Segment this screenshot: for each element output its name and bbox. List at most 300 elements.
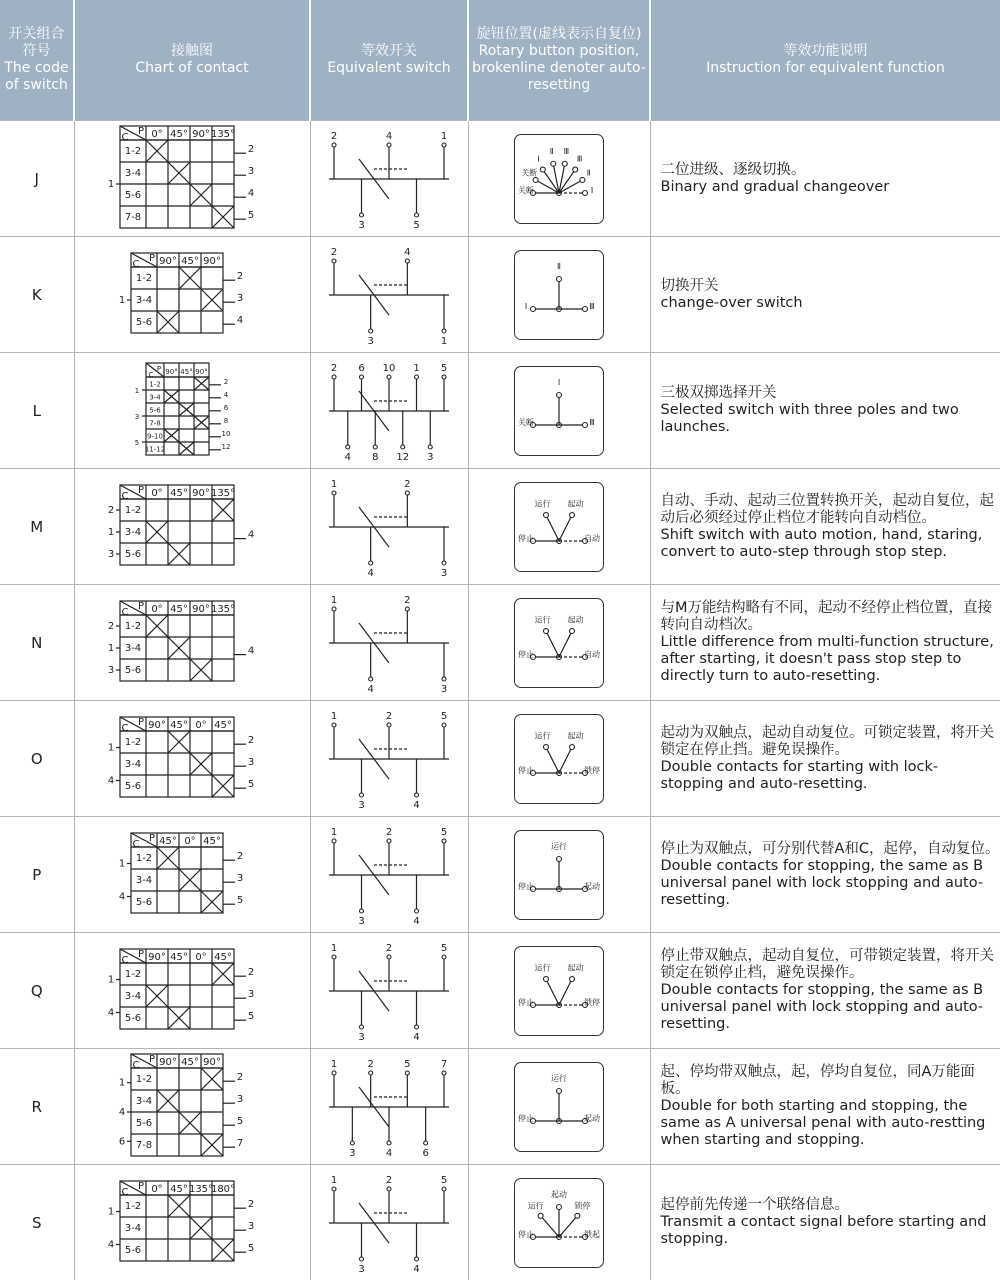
terminal-label: 1 xyxy=(440,335,448,345)
chart-c-label: C xyxy=(132,1059,140,1071)
terminal-dot xyxy=(360,213,364,217)
description-en: Double contacts for stopping, the same as B universal panel with lock stopping and auto-resetting. xyxy=(660,982,984,1032)
chart-c-label: C xyxy=(132,258,140,270)
rotary-position-dot xyxy=(557,1204,562,1209)
rotary-position-label: 起动 xyxy=(567,962,584,972)
terminal-dot xyxy=(442,375,446,379)
chart-right-terminal: 7 xyxy=(236,1137,244,1149)
rotary-position-dot xyxy=(544,744,549,749)
rotary-position-cell xyxy=(468,701,650,817)
rotary-position-dot xyxy=(562,161,567,166)
equivalent-switch-diagram xyxy=(319,245,459,345)
function-description xyxy=(650,121,1000,237)
function-description xyxy=(650,933,1000,1049)
chart-row-label: 1-2 xyxy=(124,736,142,748)
terminal-label: 3 xyxy=(427,451,434,461)
rotary-position-dot xyxy=(583,422,588,427)
chart-row-label: 9-10 xyxy=(146,432,163,440)
rotary-position-label: Ⅱ xyxy=(549,146,554,156)
terminal-dot xyxy=(387,375,391,379)
terminal-label: 4 xyxy=(367,683,374,693)
contact-chart-cell xyxy=(74,585,310,701)
terminal-dot xyxy=(332,723,336,727)
rotary-position-dot xyxy=(570,512,575,517)
terminal-label: 1 xyxy=(413,362,420,374)
table-row xyxy=(0,817,1000,933)
rotary-position-label: Ⅲ xyxy=(589,417,595,427)
terminal-dot xyxy=(424,1141,428,1145)
terminal-label: 4 xyxy=(413,799,420,809)
chart-right-terminal: 3 xyxy=(247,1220,255,1232)
rotary-spoke xyxy=(559,179,582,192)
description-en: Double for both starting and stopping, the same as A universal penal with auto-restting when starting and stopping. xyxy=(660,1098,986,1148)
description-en: Binary and gradual changeover xyxy=(660,178,890,195)
terminal-dot xyxy=(369,561,373,565)
chart-left-terminal: 1 xyxy=(118,294,126,306)
chart-head-label: 0° xyxy=(151,128,163,140)
function-description xyxy=(650,1049,1000,1165)
terminal-label: 4 xyxy=(344,451,351,461)
table-row xyxy=(0,701,1000,817)
terminal-label: 12 xyxy=(396,451,410,461)
chart-right-terminal: 3 xyxy=(236,292,244,304)
terminal-dot xyxy=(346,445,350,449)
switch-code: N xyxy=(0,585,74,701)
chart-right-terminal: 2 xyxy=(247,1198,255,1210)
header-equivalent: 等效开关 Equivalent switch xyxy=(310,0,468,121)
equivalent-switch-cell xyxy=(310,933,468,1049)
chart-head-label: 45° xyxy=(214,951,232,963)
terminal-dot xyxy=(405,259,409,263)
terminal-label: 2 xyxy=(385,710,393,722)
rotary-position-label: Ⅲ xyxy=(563,146,570,156)
terminal-dot xyxy=(405,607,409,611)
chart-head-label: 45° xyxy=(170,603,188,615)
chart-row-label: 1-2 xyxy=(124,145,142,157)
chart-head-label: 45° xyxy=(170,487,188,499)
terminal-label: 3 xyxy=(358,219,365,229)
function-description xyxy=(650,469,1000,585)
terminal-dot xyxy=(332,607,336,611)
chart-left-terminal: 6 xyxy=(118,1135,126,1147)
chart-head-label: 90° xyxy=(192,128,210,140)
chart-left-terminal: 1 xyxy=(107,974,115,985)
rotary-position-label: Ⅰ xyxy=(557,377,561,387)
chart-left-terminal: 1 xyxy=(107,178,115,190)
terminal-dot xyxy=(405,1071,409,1075)
chart-c-label: C xyxy=(121,1186,129,1198)
description-en: Little difference from multi-function structure, after starting, it doesn't pass stop step to directly turn to auto-resetting. xyxy=(660,634,994,684)
terminal-dot xyxy=(415,375,419,379)
chart-left-terminal: 1 xyxy=(107,742,115,753)
contact-chart-cell xyxy=(74,237,310,353)
chart-p-label: P xyxy=(156,364,161,373)
table-row xyxy=(0,237,1000,353)
chart-p-label: P xyxy=(137,125,145,137)
function-description xyxy=(650,701,1000,817)
chart-head-label: 90° xyxy=(192,603,210,615)
chart-row-label: 3-4 xyxy=(124,990,142,1002)
header-code: 开关组合符号 The code of switch xyxy=(0,0,74,121)
rotary-position-cell xyxy=(468,353,650,469)
rotary-position-label: 运行 xyxy=(534,498,551,508)
chart-right-terminal: 5 xyxy=(247,778,255,790)
chart-head-label: 45° xyxy=(170,719,188,731)
chart-right-terminal: 5 xyxy=(247,209,255,221)
chart-row-label: 3-4 xyxy=(148,393,161,401)
rotary-diagram xyxy=(515,831,603,919)
terminal-dot xyxy=(442,955,446,959)
terminal-dot xyxy=(332,375,336,379)
chart-c-label: C xyxy=(148,370,153,379)
terminal-label: 1 xyxy=(330,478,338,490)
terminal-label: 4 xyxy=(413,915,420,925)
rotary-position-label: 运行 xyxy=(551,841,567,851)
switch-code: L xyxy=(0,353,74,469)
rotary-position-label: 自动 xyxy=(584,649,600,659)
chart-left-terminal: 3 xyxy=(134,412,139,421)
description-cn: 三极双掷选择开关 xyxy=(660,385,777,401)
chart-head-label: 45° xyxy=(181,255,199,267)
terminal-label: 4 xyxy=(413,1031,420,1041)
contact-chart xyxy=(100,481,284,573)
rotary-diagram xyxy=(515,599,603,687)
chart-c-label: C xyxy=(121,131,129,143)
chart-c-label: C xyxy=(121,722,129,734)
rotary-position-label: 起动 xyxy=(567,498,584,508)
terminal-dot xyxy=(401,445,405,449)
contact-chart xyxy=(100,597,284,689)
terminal-dot xyxy=(332,1071,336,1075)
terminal-dot xyxy=(332,1187,336,1191)
chart-left-terminal: 4 xyxy=(107,1007,115,1018)
chart-row-label: 3-4 xyxy=(135,874,153,886)
rotary-diagram xyxy=(515,715,603,803)
rotary-knob-panel xyxy=(514,1178,604,1268)
rotary-position-label: 运行 xyxy=(527,1201,544,1211)
table-row xyxy=(0,353,1000,469)
chart-left-terminal: 3 xyxy=(107,664,115,676)
rotary-position-label: 停止 xyxy=(518,533,534,543)
chart-head-label: 45° xyxy=(181,1056,199,1068)
equivalent-switch-diagram xyxy=(319,477,459,577)
terminal-dot xyxy=(369,1071,373,1075)
rotary-spoke xyxy=(546,631,559,657)
chart-head-label: 135° xyxy=(210,487,236,499)
terminal-label: 2 xyxy=(385,942,393,954)
chart-head-label: 45° xyxy=(159,835,177,847)
chart-head-label: 135° xyxy=(188,1183,214,1195)
chart-row-label: 1-2 xyxy=(135,272,153,284)
rotary-position-dot xyxy=(580,177,585,182)
chart-row-label: 5-6 xyxy=(124,664,142,676)
chart-row-label: 5-6 xyxy=(135,316,153,328)
rotary-position-label: 停止 xyxy=(518,881,534,891)
terminal-dot xyxy=(332,491,336,495)
equivalent-switch-diagram xyxy=(319,941,459,1041)
chart-head-label: 90° xyxy=(194,367,208,376)
rotary-diagram xyxy=(515,1063,603,1151)
chart-right-terminal: 3 xyxy=(236,872,244,884)
chart-left-terminal: 4 xyxy=(107,1239,115,1250)
table-row xyxy=(0,1165,1000,1281)
chart-head-label: 90° xyxy=(159,1056,177,1068)
terminal-dot xyxy=(415,213,419,217)
chart-row-label: 5-6 xyxy=(124,780,142,792)
chart-head-label: 45° xyxy=(214,719,232,731)
chart-right-terminal: 5 xyxy=(236,894,244,906)
terminal-dot xyxy=(442,1187,446,1191)
switch-code: P xyxy=(0,817,74,933)
terminal-label: 4 xyxy=(404,246,411,258)
chart-right-terminal: 4 xyxy=(247,529,255,541)
chart-row-label: 5-6 xyxy=(135,1117,153,1129)
terminal-dot xyxy=(415,793,419,797)
chart-row-label: 1-2 xyxy=(124,968,142,980)
contact-chart xyxy=(100,1177,284,1269)
terminal-label: 4 xyxy=(385,1147,393,1157)
terminal-dot xyxy=(428,445,432,449)
chart-row-label: 3-4 xyxy=(124,1222,142,1234)
terminal-label: 4 xyxy=(413,1263,420,1273)
description-cn: 二位进级、逐级切换。 xyxy=(660,161,806,178)
chart-c-label: C xyxy=(121,606,129,618)
rotary-position-label: 停止 xyxy=(518,649,534,659)
rotary-spoke xyxy=(541,1215,559,1236)
chart-head-label: 135° xyxy=(210,603,236,615)
chart-right-terminal: 2 xyxy=(223,377,228,386)
rotary-position-label: 停止 xyxy=(518,765,534,775)
terminal-dot xyxy=(332,839,336,843)
switch-code: O xyxy=(0,701,74,817)
terminal-label: 2 xyxy=(330,130,338,142)
chart-left-terminal: 2 xyxy=(107,620,115,632)
chart-head-label: 0° xyxy=(151,1183,163,1195)
terminal-dot xyxy=(442,723,446,727)
rotary-diagram xyxy=(515,483,603,571)
chart-head-label: 90° xyxy=(164,367,178,376)
chart-p-label: P xyxy=(137,948,145,960)
switch-code: Q xyxy=(0,933,74,1049)
chart-row-label: 1-2 xyxy=(135,852,153,864)
rotary-position-label: 自动 xyxy=(584,533,600,543)
chart-p-label: P xyxy=(137,716,145,728)
rotary-position-label: 关断 xyxy=(518,417,534,427)
rotary-position-cell xyxy=(468,121,650,237)
chart-head-label: 45° xyxy=(170,951,188,963)
terminal-label: 1 xyxy=(330,594,338,606)
chart-head-label: 90° xyxy=(203,1056,221,1068)
chart-right-terminal: 4 xyxy=(247,187,255,199)
rotary-position-label: 关断 xyxy=(521,168,538,178)
chart-right-terminal: 8 xyxy=(223,416,228,425)
chart-right-terminal: 4 xyxy=(236,314,244,326)
rotary-position-dot xyxy=(551,161,556,166)
chart-head-label: 90° xyxy=(148,719,166,731)
chart-row-label: 5-6 xyxy=(124,548,142,560)
chart-head-label: 135° xyxy=(210,128,236,140)
rotary-knob-panel xyxy=(514,250,604,340)
rotary-position-label: 起动 xyxy=(584,1113,600,1123)
terminal-dot xyxy=(387,1187,391,1191)
chart-p-label: P xyxy=(148,252,156,264)
terminal-dot xyxy=(332,955,336,959)
description-en: Double contacts for stopping, the same as B universal panel with lock stopping and auto-resetting. xyxy=(660,857,984,908)
rotary-position-cell xyxy=(468,817,650,933)
rotary-position-dot xyxy=(544,512,549,517)
rotary-knob-panel xyxy=(514,1062,604,1152)
terminal-label: 1 xyxy=(440,130,448,142)
terminal-label: 3 xyxy=(349,1147,356,1157)
chart-row-label: 1-2 xyxy=(124,620,142,632)
chart-right-terminal: 5 xyxy=(247,1010,255,1022)
rotary-position-dot xyxy=(570,628,575,633)
rotary-position-dot xyxy=(583,190,588,195)
rotary-spoke xyxy=(536,179,559,192)
chart-right-terminal: 3 xyxy=(247,988,255,1000)
terminal-label: 2 xyxy=(330,246,338,258)
terminal-label: 2 xyxy=(404,478,411,490)
terminal-dot xyxy=(369,677,373,681)
chart-left-terminal: 1 xyxy=(118,858,126,869)
contact-chart xyxy=(100,945,284,1037)
rotary-position-cell xyxy=(468,469,650,585)
chart-row-label: 3-4 xyxy=(135,294,153,306)
terminal-label: 3 xyxy=(358,1263,365,1273)
chart-c-label: C xyxy=(121,490,129,502)
switch-code: M xyxy=(0,469,74,585)
description-cn: 切换开关 xyxy=(660,277,719,294)
rotary-position-label: 锁起 xyxy=(584,1229,600,1239)
terminal-dot xyxy=(369,329,373,333)
chart-row-label: 1-2 xyxy=(124,504,142,516)
terminal-dot xyxy=(360,1025,364,1029)
description-cn: 停止为双触点，可分别代替A和C，起停，自动复位。 xyxy=(660,840,1000,857)
chart-left-terminal: 1 xyxy=(107,1206,115,1217)
terminal-dot xyxy=(350,1141,354,1145)
terminal-label: 1 xyxy=(330,1058,338,1070)
rotary-knob-panel xyxy=(514,482,604,572)
chart-left-terminal: 4 xyxy=(107,775,115,786)
chart-right-terminal: 2 xyxy=(236,1071,244,1083)
contact-chart-cell xyxy=(74,353,310,469)
terminal-label: 5 xyxy=(413,219,420,229)
contact-chart-cell xyxy=(74,1165,310,1281)
chart-p-label: P xyxy=(148,1053,156,1065)
rotary-position-dot xyxy=(575,1213,580,1218)
contact-chart xyxy=(100,122,284,236)
terminal-dot xyxy=(360,909,364,913)
terminal-label: 6 xyxy=(422,1147,429,1157)
header-function: 等效功能说明 Instruction for equivalent function xyxy=(650,0,1000,121)
rotary-spoke xyxy=(546,747,559,773)
chart-right-terminal: 10 xyxy=(221,429,230,438)
description-en: change-over switch xyxy=(660,294,803,311)
function-description xyxy=(650,817,1000,933)
chart-p-label: P xyxy=(148,832,156,844)
rotary-knob-panel xyxy=(514,598,604,688)
equivalent-switch-diagram xyxy=(319,825,459,925)
equivalent-switch-cell xyxy=(310,469,468,585)
rotary-position-dot xyxy=(573,167,578,172)
chart-head-label: 90° xyxy=(203,255,221,267)
rotary-position-label: Ⅰ xyxy=(537,154,540,164)
equivalent-switch-cell xyxy=(310,1049,468,1165)
terminal-dot xyxy=(442,561,446,565)
chart-head-label: 45° xyxy=(170,1183,188,1195)
terminal-label: 1 xyxy=(330,1174,338,1186)
terminal-label: 5 xyxy=(440,826,448,838)
chart-right-terminal: 3 xyxy=(247,756,255,768)
chart-row-label: 3-4 xyxy=(135,1095,153,1107)
description-en: Double contacts for starting with lock-stopping and auto-resetting. xyxy=(660,758,939,792)
chart-row-label: 1-2 xyxy=(135,1073,153,1085)
equivalent-switch-diagram xyxy=(319,129,459,229)
contact-chart-cell xyxy=(74,121,310,237)
description-cn: 停止带双触点，起动自复位，可带锁定装置，将开关锁定在锁停止档，避免误操作。 xyxy=(660,948,994,981)
equivalent-switch-diagram xyxy=(319,361,459,461)
contact-chart xyxy=(111,829,273,921)
rotary-position-label: 停止 xyxy=(518,997,534,1007)
terminal-label: 3 xyxy=(367,335,374,345)
table-row xyxy=(0,469,1000,585)
rotary-position-label: 锁停 xyxy=(584,997,600,1007)
chart-right-terminal: 12 xyxy=(221,442,230,451)
equivalent-switch-diagram xyxy=(319,709,459,809)
terminal-label: 2 xyxy=(330,362,338,374)
equivalent-switch-cell xyxy=(310,353,468,469)
table-header-row xyxy=(0,0,1000,121)
terminal-label: 3 xyxy=(358,799,365,809)
rotary-position-dot xyxy=(540,167,545,172)
chart-row-label: 3-4 xyxy=(124,642,142,654)
terminal-label: 7 xyxy=(440,1058,448,1070)
chart-row-label: 1-2 xyxy=(148,380,161,388)
terminal-label: 3 xyxy=(358,1031,365,1041)
rotary-position-label: 锁停 xyxy=(584,765,600,775)
rotary-position-label: 运行 xyxy=(551,1073,567,1083)
equivalent-switch-cell xyxy=(310,121,468,237)
terminal-dot xyxy=(442,677,446,681)
rotary-position-dot xyxy=(557,1088,562,1093)
table-row xyxy=(0,933,1000,1049)
rotary-knob-panel xyxy=(514,366,604,456)
rotary-position-cell xyxy=(468,1165,650,1281)
rotary-knob-panel xyxy=(514,830,604,920)
function-description xyxy=(650,1165,1000,1281)
terminal-dot xyxy=(360,793,364,797)
equivalent-switch-cell xyxy=(310,701,468,817)
chart-head-label: 90° xyxy=(159,255,177,267)
terminal-dot xyxy=(387,839,391,843)
terminal-dot xyxy=(387,955,391,959)
terminal-dot xyxy=(387,143,391,147)
terminal-dot xyxy=(373,445,377,449)
header-rotary: 旋钮位置(虚线表示自复位) Rotary button position, brokenline denoter auto-resetting xyxy=(468,0,650,121)
rotary-spoke xyxy=(559,747,572,773)
contact-chart-cell xyxy=(74,817,310,933)
rotary-position-cell xyxy=(468,1049,650,1165)
chart-head-label: 0° xyxy=(151,487,163,499)
chart-left-terminal: 1 xyxy=(134,386,139,395)
chart-row-label: 3-4 xyxy=(124,526,142,538)
terminal-dot xyxy=(442,1071,446,1075)
chart-head-label: 0° xyxy=(195,951,207,963)
rotary-diagram xyxy=(515,947,603,1035)
chart-head-label: 0° xyxy=(151,603,163,615)
rotary-spoke xyxy=(559,1215,577,1236)
chart-right-terminal: 3 xyxy=(247,165,255,177)
